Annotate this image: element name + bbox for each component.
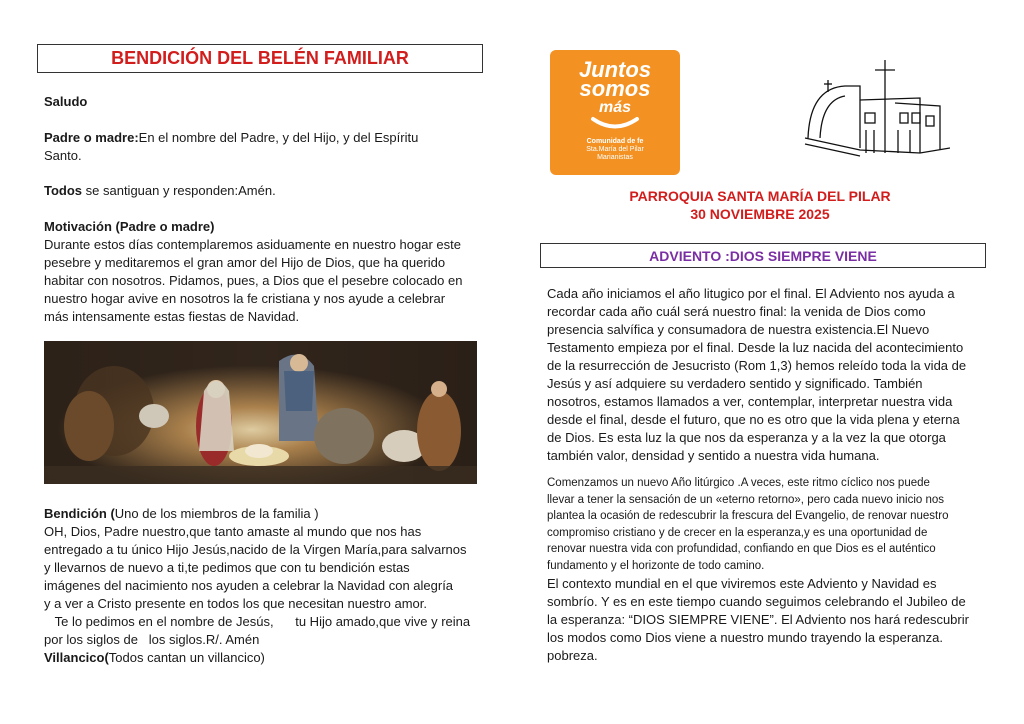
smile-icon xyxy=(590,116,640,130)
saludo-heading: Saludo xyxy=(44,94,88,109)
bendicion-section: Bendición (Uno de los miembros de la familia ) OH, Dios, Padre nuestro,que tanto amaste al mundo que nos has entregado a tu único Hijo Jesús,nacido de la Virgen María,para salvarnos y llevarnos de nuevo a ti,te pedimos que con tu bendición estas imágenes del nacimiento nos ayuden a celebrar la Navidad con alegría y a ver a Cristo presente en todos los que necesitan nuestro amor. Te lo pedimos en el nombre de Jesús, tu Hijo amado,que vive y reina por los siglos de los siglos.R/. Amén Villancico(Todos cantan un villancico) xyxy=(44,506,471,665)
advent-paragraph-1: Cada año iniciamos el año litugico por el final. El Adviento nos ayuda a recordar cada año cuál será nuestro final: la venida de Dios como presencia salvífica y consumadora de nuestra existencia.El Nuevo Testamento empieza por el final. Desde la luz nacida del acontecimiento de la resurrección de Jesucristo (Rom 1,3) hemos releído toda la vida de Jesús y así adquiere su verdadero sentido y significado. También nosotros, estamos llamados a ver, contemplar, interpretar nuestra vida desde el final, desde el futuro, que no es otro que la vida plena y eterna de Dios. Es esta luz la que nos da esperanza y a la vez la que otorga también valor, densidad y sentido a nuestra vida humana. xyxy=(547,286,967,463)
juntos-somos-mas-logo: Juntos somos más Comunidad de fe Sta.María del Pilar Marianistas xyxy=(550,50,680,175)
bulletin-date: 30 NOVIEMBRE 2025 xyxy=(690,206,830,222)
motivacion-section: Motivación (Padre o madre) Durante estos días contemplaremos asiduamente en nuestro hogar este pesebre y meditaremos el gran amor del Hijo de Dios, que ha querido habitar con nosotros. Pidamos, pues, a Dios que el pesebre colocado en nuestro hogar avive en nosotros la fe cristiana y nos ayude a celebrar más intensamente estas fiestas de Navidad. xyxy=(44,219,463,324)
padre-paragraph: Padre o madre:En el nombre del Padre, y del Hijo, y del Espíritu Santo. xyxy=(44,130,419,163)
todos-paragraph: Todos se santiguan y responden:Amén. xyxy=(44,183,276,198)
page-title: BENDICIÓN DEL BELÉN FAMILIAR xyxy=(37,44,483,73)
parish-name: PARROQUIA SANTA MARÍA DEL PILAR xyxy=(629,188,891,204)
church-drawing xyxy=(800,58,950,158)
advent-title: ADVIENTO :DIOS SIEMPRE VIENE xyxy=(540,243,986,268)
advent-paragraph-2: Comenzamos un nuevo Año litúrgico .A veces, este ritmo cíclico nos puede llevar a tener la sensación de un «eterno retorno», pero cada nuevo inicio nos plantea la ocasión de redescubrir la frescura del Evangelio, de renovar nuestro compromiso cristiano y de crecer en la esperanza,y es una oportunidad de renovar nuestra vida con profundidad, confiando en que Dios es el auténtico fundamento y el horizonte de todo camino. xyxy=(547,477,949,572)
advent-paragraph-3: El contexto mundial en el que viviremos este Adviento y Navidad es sombrío. Y es en este tiempo cuando seguimos celebrando el Jubileo de la esperanza: “DIOS SIEMPRE VIENE”. El Adviento nos hará redescubrir los modos como Dios viene a nuestro mundo trayendo la esperanza. pobreza. xyxy=(547,576,969,663)
nativity-scene-image xyxy=(44,341,477,484)
